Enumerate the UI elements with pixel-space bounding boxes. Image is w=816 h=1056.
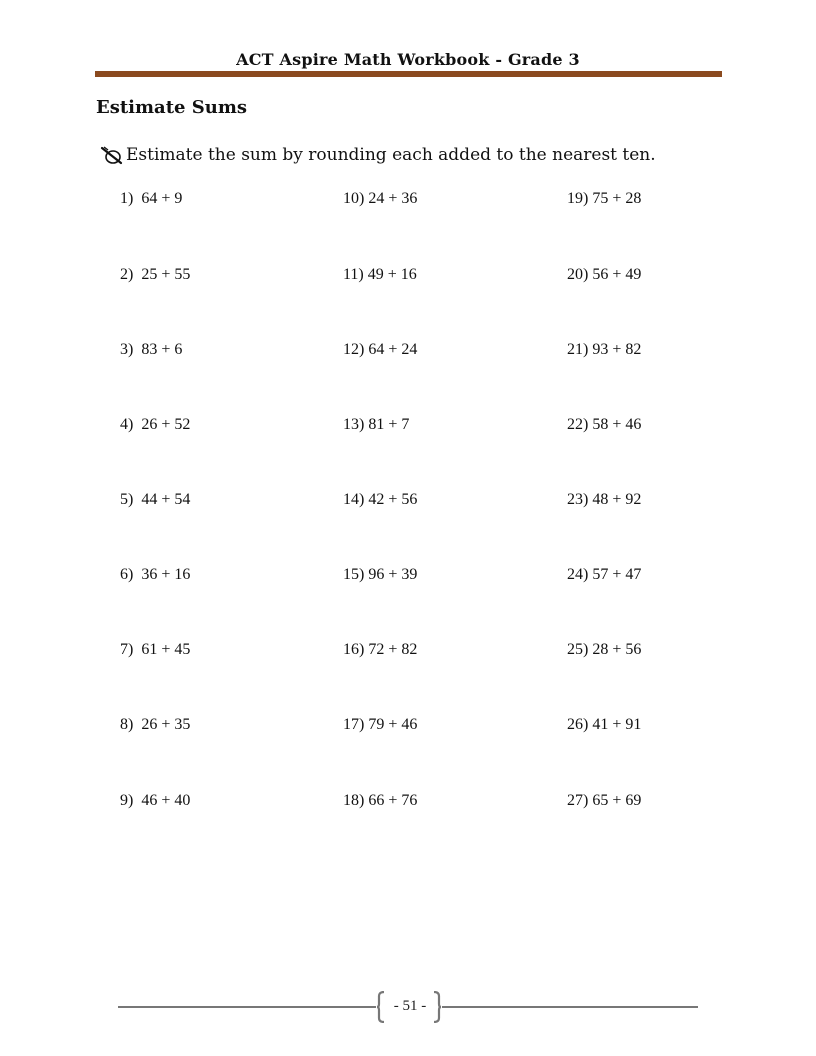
problem-item: 5) 44 + 54 <box>120 491 191 508</box>
problem-item: 12) 64 + 24 <box>343 341 418 358</box>
problem-item: 10) 24 + 36 <box>343 190 418 207</box>
problem-item: 9) 46 + 40 <box>120 792 191 809</box>
instruction-text: Estimate the sum by rounding each added to the nearest ten. <box>126 145 656 165</box>
problem-item: 15) 96 + 39 <box>343 566 418 583</box>
footer-rule-left <box>118 1006 376 1008</box>
problem-item: 21) 93 + 82 <box>567 341 642 358</box>
problem-item: 2) 25 + 55 <box>120 266 191 283</box>
problem-item: 14) 42 + 56 <box>343 491 418 508</box>
left-bracket-icon <box>376 991 386 1023</box>
problem-item: 24) 57 + 47 <box>567 566 642 583</box>
problem-item: 20) 56 + 49 <box>567 266 642 283</box>
problem-item: 3) 83 + 6 <box>120 341 183 358</box>
problem-item: 17) 79 + 46 <box>343 716 418 733</box>
page-number: - 51 - <box>393 998 427 1014</box>
instruction <box>100 145 656 165</box>
footer-rule-right <box>442 1006 698 1008</box>
problem-item: 1) 64 + 9 <box>120 190 183 207</box>
pencil-icon <box>100 145 124 165</box>
problem-item: 6) 36 + 16 <box>120 566 191 583</box>
problem-item: 4) 26 + 52 <box>120 416 191 433</box>
right-bracket-icon <box>432 991 442 1023</box>
problem-item: 13) 81 + 7 <box>343 416 410 433</box>
problem-item: 19) 75 + 28 <box>567 190 642 207</box>
problem-item: 27) 65 + 69 <box>567 792 642 809</box>
problem-item: 18) 66 + 76 <box>343 792 418 809</box>
problem-item: 26) 41 + 91 <box>567 716 642 733</box>
problem-item: 22) 58 + 46 <box>567 416 642 433</box>
problem-item: 25) 28 + 56 <box>567 641 642 658</box>
problem-item: 11) 49 + 16 <box>343 266 417 283</box>
problem-item: 8) 26 + 35 <box>120 716 191 733</box>
header-rule <box>95 71 722 77</box>
problem-item: 7) 61 + 45 <box>120 641 191 658</box>
problem-item: 16) 72 + 82 <box>343 641 418 658</box>
header-title: ACT Aspire Math Workbook - Grade 3 <box>236 50 580 69</box>
problem-item: 23) 48 + 92 <box>567 491 642 508</box>
section-title: Estimate Sums <box>96 97 248 118</box>
